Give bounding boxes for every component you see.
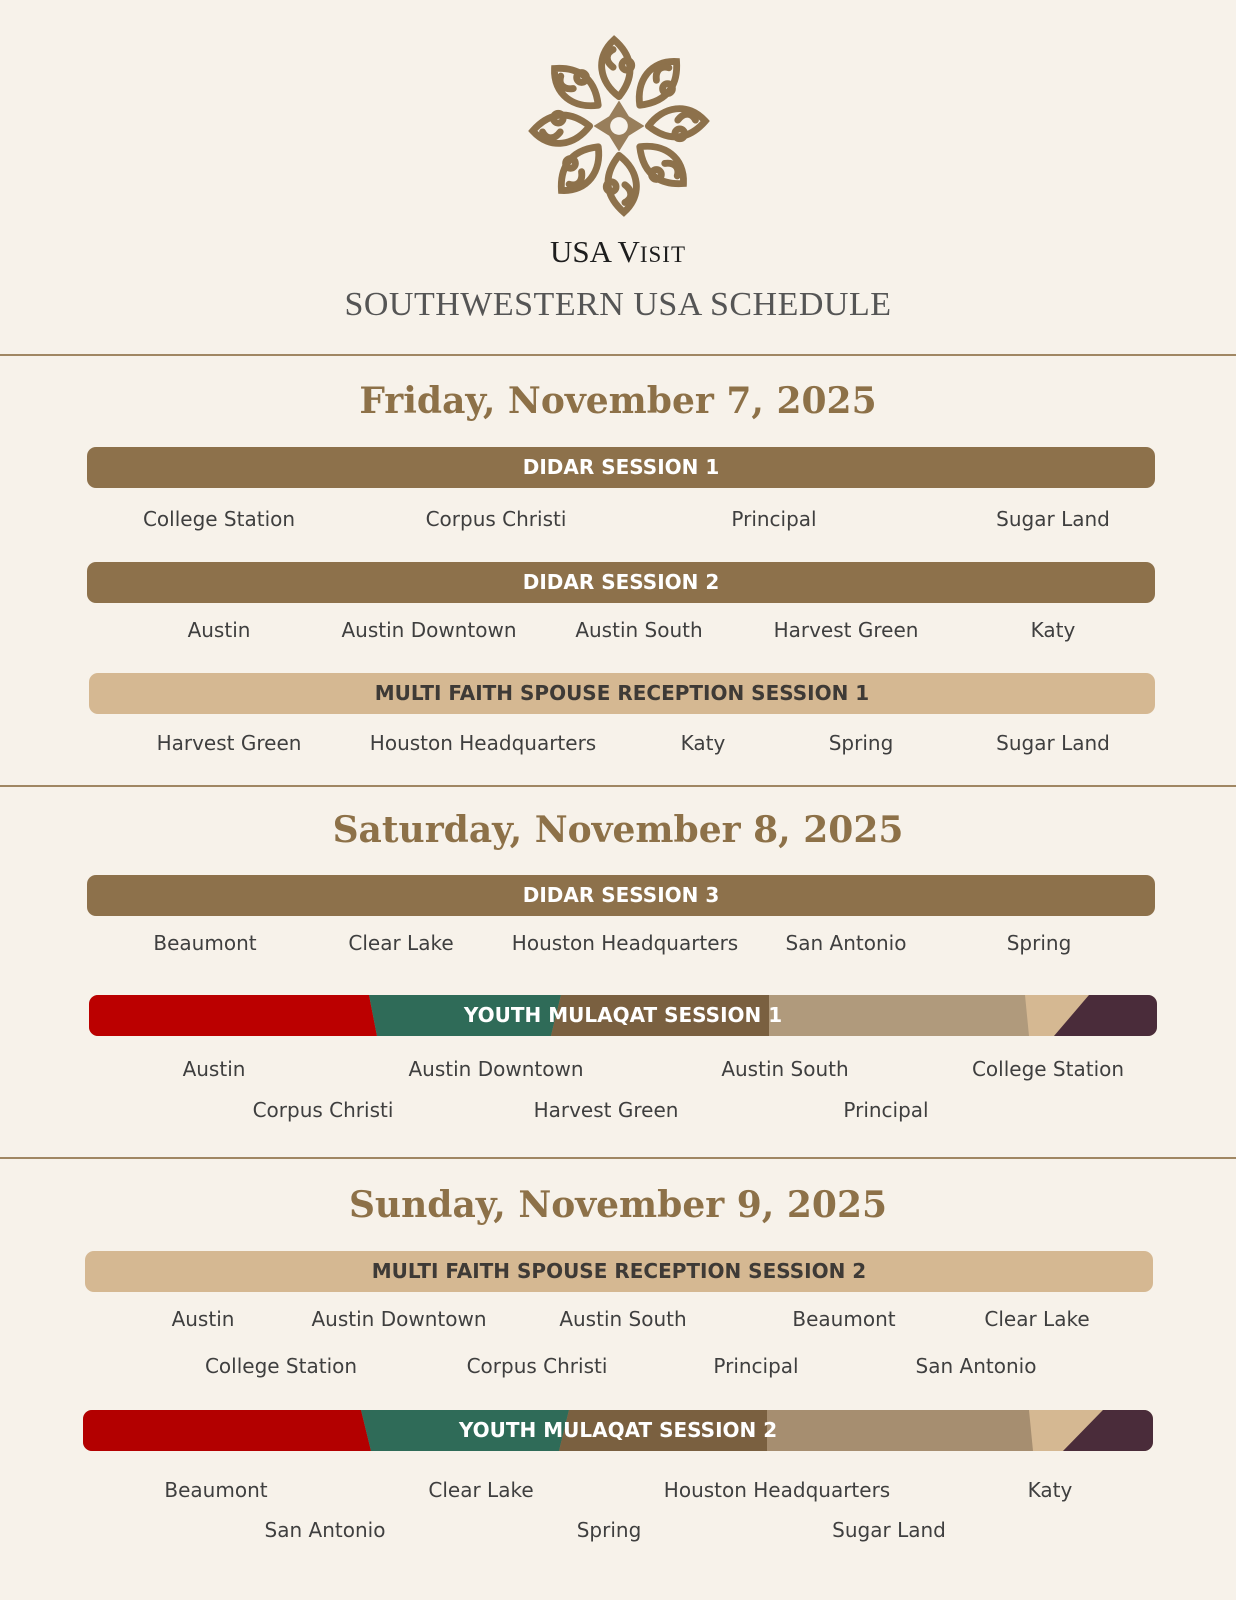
location-item: San Antonio bbox=[915, 1354, 1037, 1378]
location-item: Houston Headquarters bbox=[369, 731, 597, 755]
location-item: Houston Headquarters bbox=[663, 1478, 891, 1502]
day-heading-friday: Friday, November 7, 2025 bbox=[359, 380, 877, 422]
location-item: Clear Lake bbox=[428, 1478, 534, 1502]
session-band-didar-2: DIDAR SESSION 2 bbox=[87, 562, 1155, 603]
divider bbox=[0, 354, 1236, 356]
location-item: Beaumont bbox=[164, 1478, 268, 1502]
day-heading-sunday: Sunday, November 9, 2025 bbox=[348, 1184, 888, 1226]
location-item: Corpus Christi bbox=[252, 1098, 394, 1122]
location-item: San Antonio bbox=[264, 1518, 386, 1542]
location-item: Spring bbox=[828, 731, 894, 755]
location-item: Austin South bbox=[559, 1307, 687, 1331]
location-item: Spring bbox=[576, 1518, 642, 1542]
location-item: Austin Downtown bbox=[341, 618, 517, 642]
location-item: Corpus Christi bbox=[466, 1354, 608, 1378]
location-item: Beaumont bbox=[792, 1307, 896, 1331]
session-band-multi-faith-2: MULTI FAITH SPOUSE RECEPTION SESSION 2 bbox=[85, 1251, 1153, 1292]
location-item: Sugar Land bbox=[996, 731, 1110, 755]
location-item: Clear Lake bbox=[984, 1307, 1090, 1331]
location-item: Corpus Christi bbox=[425, 507, 567, 531]
session-band-youth-mulaqat-2 bbox=[83, 1410, 1153, 1451]
location-item: Harvest Green bbox=[156, 731, 302, 755]
location-item: San Antonio bbox=[785, 931, 907, 955]
location-item: Harvest Green bbox=[533, 1098, 679, 1122]
location-item: Austin bbox=[182, 1057, 246, 1081]
location-item: Principal bbox=[731, 507, 817, 531]
session-band-label: YOUTH MULAQAT SESSION 2 bbox=[458, 1418, 778, 1442]
location-item: Harvest Green bbox=[773, 618, 919, 642]
location-item: Katy bbox=[680, 731, 726, 755]
location-item: College Station bbox=[204, 1354, 358, 1378]
session-band-multi-faith-1: MULTI FAITH SPOUSE RECEPTION SESSION 1 bbox=[89, 673, 1155, 714]
location-item: Austin Downtown bbox=[311, 1307, 487, 1331]
location-item: Beaumont bbox=[153, 931, 257, 955]
location-item: Austin Downtown bbox=[408, 1057, 584, 1081]
location-item: Austin bbox=[187, 618, 251, 642]
location-item: Houston Headquarters bbox=[511, 931, 739, 955]
location-item: Austin South bbox=[721, 1057, 849, 1081]
location-item: Principal bbox=[843, 1098, 929, 1122]
location-item: College Station bbox=[971, 1057, 1125, 1081]
page-kicker: USA VISIT bbox=[549, 234, 687, 269]
ornamental-logo bbox=[521, 28, 717, 224]
location-item: College Station bbox=[142, 507, 296, 531]
location-item: Sugar Land bbox=[832, 1518, 946, 1542]
location-item: Spring bbox=[1006, 931, 1072, 955]
divider bbox=[0, 785, 1236, 787]
location-item: Austin South bbox=[575, 618, 703, 642]
divider bbox=[0, 1157, 1236, 1159]
location-item: Sugar Land bbox=[996, 507, 1110, 531]
session-band-didar-3: DIDAR SESSION 3 bbox=[87, 875, 1155, 916]
session-band-youth-mulaqat-1 bbox=[89, 995, 1157, 1036]
session-band-label: YOUTH MULAQAT SESSION 1 bbox=[463, 1003, 783, 1027]
location-item: Katy bbox=[1027, 1478, 1073, 1502]
page-title: SOUTHWESTERN USA SCHEDULE bbox=[344, 286, 892, 323]
location-item: Clear Lake bbox=[348, 931, 454, 955]
location-item: Principal bbox=[713, 1354, 799, 1378]
location-item: Austin bbox=[171, 1307, 235, 1331]
session-band-didar-1: DIDAR SESSION 1 bbox=[87, 447, 1155, 488]
day-heading-saturday: Saturday, November 8, 2025 bbox=[332, 809, 904, 851]
location-item: Katy bbox=[1030, 618, 1076, 642]
